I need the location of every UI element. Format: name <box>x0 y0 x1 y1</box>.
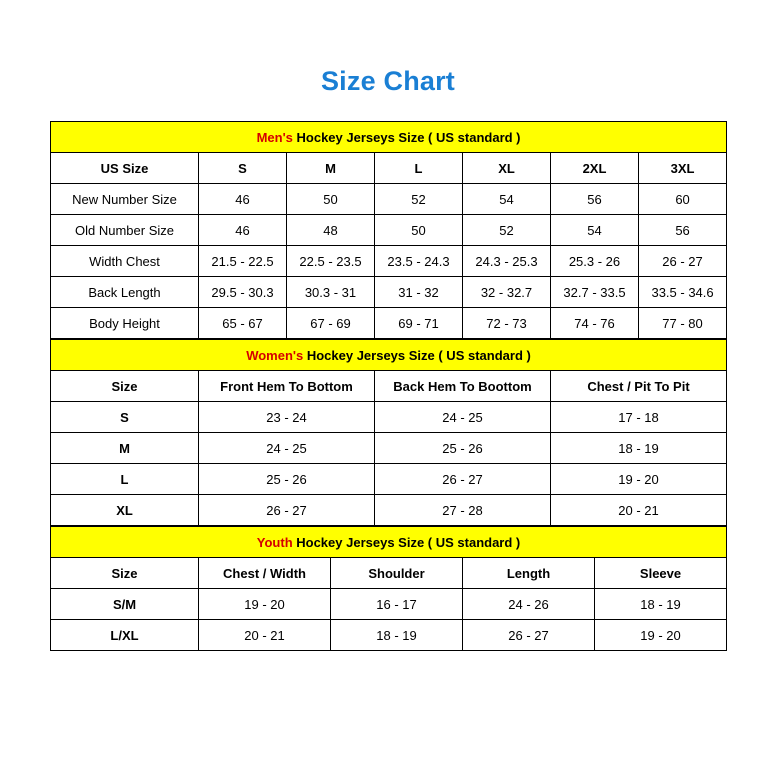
mens-cell-1-0: 46 <box>199 215 287 246</box>
mens-cell-4-1: 67 - 69 <box>287 308 375 339</box>
mens-cell-2-0: 21.5 - 22.5 <box>199 246 287 277</box>
table-row <box>51 433 727 464</box>
mens-cell-3-2: 31 - 32 <box>375 277 463 308</box>
mens-cell-4-4: 74 - 76 <box>551 308 639 339</box>
mens-cell-2-5: 26 - 27 <box>639 246 727 277</box>
table-row <box>51 184 727 215</box>
mens-col-head-1: S <box>199 153 287 184</box>
table-section-header-row <box>51 527 727 558</box>
mens-cell-0-5: 60 <box>639 184 727 215</box>
mens-cell-1-4: 54 <box>551 215 639 246</box>
table-row <box>51 464 727 495</box>
youth-cell-1-3: 19 - 20 <box>595 620 727 651</box>
mens-col-head-2: M <box>287 153 375 184</box>
womens-cell-2-0: 25 - 26 <box>199 464 375 495</box>
table-row <box>51 620 727 651</box>
table-row <box>51 402 727 433</box>
youth-cell-1-2: 26 - 27 <box>463 620 595 651</box>
womens-cell-3-1: 27 - 28 <box>375 495 551 526</box>
mens-cell-0-1: 50 <box>287 184 375 215</box>
mens-cell-3-5: 33.5 - 34.6 <box>639 277 727 308</box>
table-row <box>51 308 727 339</box>
womens-col-head-1: Front Hem To Bottom <box>199 371 375 402</box>
youth-cell-0-1: 16 - 17 <box>331 589 463 620</box>
mens-cell-3-4: 32.7 - 33.5 <box>551 277 639 308</box>
womens-cell-1-0: 24 - 25 <box>199 433 375 464</box>
mens-cell-2-4: 25.3 - 26 <box>551 246 639 277</box>
youth-size-table <box>50 526 727 651</box>
mens-cell-0-2: 52 <box>375 184 463 215</box>
youth-cell-1-1: 18 - 19 <box>331 620 463 651</box>
youth-row-label-1: L/XL <box>51 620 199 651</box>
youth-col-head-1: Chest / Width <box>199 558 331 589</box>
mens-cell-2-2: 23.5 - 24.3 <box>375 246 463 277</box>
mens-row-label-3: Back Length <box>51 277 199 308</box>
mens-cell-1-5: 56 <box>639 215 727 246</box>
table-section-header-row <box>51 340 727 371</box>
mens-cell-0-4: 56 <box>551 184 639 215</box>
youth-col-head-2: Shoulder <box>331 558 463 589</box>
womens-cell-0-0: 23 - 24 <box>199 402 375 433</box>
youth-cell-1-0: 20 - 21 <box>199 620 331 651</box>
womens-row-label-1: M <box>51 433 199 464</box>
youth-cell-0-2: 24 - 26 <box>463 589 595 620</box>
womens-cell-2-2: 19 - 20 <box>551 464 727 495</box>
mens-row-label-0: New Number Size <box>51 184 199 215</box>
womens-col-head-2: Back Hem To Boottom <box>375 371 551 402</box>
mens-col-head-3: L <box>375 153 463 184</box>
mens-section-header-accent: Men's <box>256 129 293 145</box>
youth-cell-0-3: 18 - 19 <box>595 589 727 620</box>
womens-cell-0-2: 17 - 18 <box>551 402 727 433</box>
mens-cell-4-3: 72 - 73 <box>463 308 551 339</box>
mens-section-header <box>51 122 727 153</box>
table-header-row <box>51 371 727 402</box>
table-row <box>51 589 727 620</box>
mens-cell-1-2: 50 <box>375 215 463 246</box>
mens-cell-0-3: 54 <box>463 184 551 215</box>
youth-col-head-3: Length <box>463 558 595 589</box>
table-header-row <box>51 153 727 184</box>
mens-cell-3-1: 30.3 - 31 <box>287 277 375 308</box>
mens-row-label-4: Body Height <box>51 308 199 339</box>
womens-col-head-0: Size <box>51 371 199 402</box>
mens-col-head-0: US Size <box>51 153 199 184</box>
mens-col-head-5: 2XL <box>551 153 639 184</box>
womens-size-table <box>50 339 727 526</box>
womens-cell-1-2: 18 - 19 <box>551 433 727 464</box>
womens-section-header-accent: Women's <box>246 347 304 363</box>
youth-section-header-accent: Youth <box>256 534 293 550</box>
mens-cell-4-0: 65 - 67 <box>199 308 287 339</box>
youth-col-head-0: Size <box>51 558 199 589</box>
size-chart-container <box>50 121 726 651</box>
womens-cell-3-0: 26 - 27 <box>199 495 375 526</box>
table-row <box>51 215 727 246</box>
womens-col-head-3: Chest / Pit To Pit <box>551 371 727 402</box>
youth-section-header-rest: Hockey Jerseys Size ( US standard ) <box>292 534 521 550</box>
mens-cell-1-1: 48 <box>287 215 375 246</box>
womens-row-label-2: L <box>51 464 199 495</box>
womens-row-label-3: XL <box>51 495 199 526</box>
womens-cell-2-1: 26 - 27 <box>375 464 551 495</box>
womens-row-label-0: S <box>51 402 199 433</box>
table-section-header-row <box>51 122 727 153</box>
mens-col-head-6: 3XL <box>639 153 727 184</box>
mens-cell-2-1: 22.5 - 23.5 <box>287 246 375 277</box>
page-title: Size Chart <box>320 66 456 96</box>
youth-row-label-0: S/M <box>51 589 199 620</box>
womens-cell-0-1: 24 - 25 <box>375 402 551 433</box>
womens-cell-3-2: 20 - 21 <box>551 495 727 526</box>
table-row <box>51 246 727 277</box>
youth-cell-0-0: 19 - 20 <box>199 589 331 620</box>
womens-cell-1-1: 25 - 26 <box>375 433 551 464</box>
mens-row-label-2: Width Chest <box>51 246 199 277</box>
mens-cell-3-0: 29.5 - 30.3 <box>199 277 287 308</box>
table-row <box>51 277 727 308</box>
mens-col-head-4: XL <box>463 153 551 184</box>
mens-section-header-rest: Hockey Jerseys Size ( US standard ) <box>292 129 521 145</box>
mens-row-label-1: Old Number Size <box>51 215 199 246</box>
mens-cell-0-0: 46 <box>199 184 287 215</box>
table-row <box>51 495 727 526</box>
mens-cell-4-5: 77 - 80 <box>639 308 727 339</box>
mens-size-table <box>50 121 727 339</box>
mens-cell-2-3: 24.3 - 25.3 <box>463 246 551 277</box>
mens-cell-4-2: 69 - 71 <box>375 308 463 339</box>
mens-cell-1-3: 52 <box>463 215 551 246</box>
womens-section-header-rest: Hockey Jerseys Size ( US standard ) <box>303 347 531 363</box>
table-header-row <box>51 558 727 589</box>
womens-section-header <box>51 340 727 371</box>
youth-section-header <box>51 527 727 558</box>
youth-col-head-4: Sleeve <box>595 558 727 589</box>
mens-cell-3-3: 32 - 32.7 <box>463 277 551 308</box>
